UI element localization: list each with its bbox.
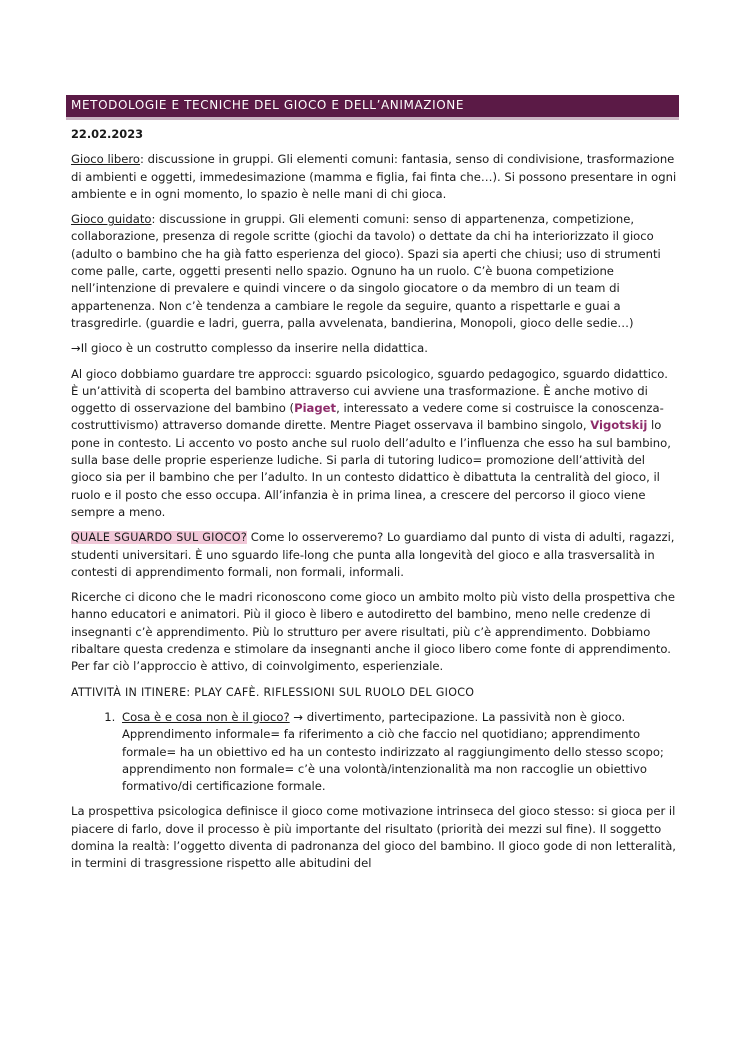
paragraph-text: Come lo osserveremo? Lo guardiamo dal punto di vista di adulti, ragazzi, studenti universitari. È uno sguardo life-long che punta alla longevità del gioco e alla trasversalità in contesti di apprendimento formali, non formali, informali. — [71, 530, 675, 579]
document-body — [71, 126, 677, 881]
term-gioco-guidato: Gioco guidato — [71, 212, 152, 227]
section-title: METODOLOGIE E TECNICHE DEL GIOCO E DELL’ANIMAZIONE — [71, 98, 465, 112]
paragraph-text: La prospettiva psicologica definisce il gioco come motivazione intrinseca del gioco stesso: si gioca per il piacere di farlo, dove il processo è più importante del risultato (priorità dei mezzi sul fine). Il soggetto domina la realtà: l’oggetto diventa di padronanza del gioco del bambino. Il gioco gode di non letteralità, in termini di trasgressione rispetto alle abitudini del — [71, 804, 676, 871]
paragraph-costrutto — [71, 340, 677, 357]
numbered-list — [71, 709, 677, 795]
paragraph-gioco-libero — [71, 151, 677, 203]
paragraph-text: , interessato a vedere come si costruisce la conoscenza- costruttivismo) attraverso domande dirette. Mentre Piaget osservava il bambino singolo, — [71, 401, 664, 433]
paragraph-text: Il gioco è un costrutto complesso da inserire nella didattica. — [80, 341, 428, 356]
highlighted-question: QUALE SGUARDO SUL GIOCO? — [71, 531, 248, 545]
paragraph-gioco-guidato — [71, 211, 677, 332]
subheading-text: ATTIVITÀ IN ITINERE: PLAY CAFÈ. RIFLESSIONI SUL RUOLO DEL GIOCO — [71, 685, 475, 699]
name-vigotskij: Vigotskij — [590, 418, 648, 433]
paragraph-sguardo — [71, 529, 677, 581]
name-piaget: Piaget — [294, 401, 337, 416]
paragraph-prospettiva — [71, 803, 677, 872]
paragraph-text: Al gioco dobbiamo guardare tre approcci: sguardo psicologico, sguardo pedagogico, sguardo didattico. È un’attività di scoperta del bambino attraverso cui avviene una trasformazione. È anche motivo di oggetto di osservazione del bambino ( — [71, 366, 668, 416]
list-item-text: divertimento, partecipazione. La passività non è gioco. Apprendimento informale= fa riferimento a ciò che faccio nel quotidiano; apprendimento formale= ha un obiettivo ed ha un contesto indirizzato al raggiungimento dello stesso scopo; apprendimento non formale= c’è una volontà/intenzionalità ma non raccoglie un obiettivo formativo/di certificazione formale. — [122, 709, 664, 794]
paragraph-text: lo pone in contesto. Li accento vo posto anche sul ruolo dell’adulto e l’influenza che esso ha sul bambino, sulla base delle proprie esperienze ludiche. Si parla di tutoring ludico= promozione dell’attività del gioco sia per il bambino che per l’adulto. In un contesto didattico è dibattuta la centralità del gioco, il ruolo e il posto che esso occupa. All’infanzia è in prima linea, a crescere del percorso il gioco viene sempre a meno. — [71, 418, 671, 519]
section-header — [66, 95, 679, 120]
right-arrow-icon: → — [293, 709, 304, 724]
paragraph-text: : discussione in gruppi. Gli elementi comuni: senso di appartenenza, competizione, collaborazione, presenza di regole scritte (giochi da tavolo) o dettate da chi ha interiorizzato il gioco (adulto o bambino che ha già fatto esperienza del gioco). Spazi sia aperti che chiusi; uso di strumenti come palle, carte, oggetti presenti nello spazio. Ognuno ha un ruolo. C’è buona competizione nell’intenzione di prevalere e quindi vincere o da singolo giocatore o da membro di un team di appartenenza. Non c’è tendenza a cambiare le regole da seguire, quanto a rispettarle e guai a trasgredirle. (guardie e ladri, guerra, palla avvelenata, bandierina, Monopoli, gioco delle sedie…) — [71, 212, 661, 330]
watermark — [618, 540, 658, 940]
list-item — [119, 709, 677, 795]
list-item-question: Cosa è e cosa non è il gioco? — [122, 709, 290, 724]
term-gioco-libero: Gioco libero — [71, 152, 140, 167]
subheading-attivita — [71, 684, 677, 701]
paragraph-ricerche — [71, 589, 677, 675]
paragraph-text: Ricerche ci dicono che le madri riconoscono come gioco un ambito molto più visto della prospettiva che hanno educatori e animatori. Più il gioco è libero e autodiretto del bambino, meno nelle credenze di insegnanti c’è apprendimento. Più lo strutturo per avere risultati, più c’è apprendimento. Dobbiamo ribaltare questa credenza e stimolare da insegnanti anche il gioco libero come fonte di apprendimento. Per far ciò l’approccio è attivo, di coinvolgimento, esperienziale. — [71, 590, 675, 674]
date: 22.02.2023 — [71, 127, 144, 141]
paragraph-text: : discussione in gruppi. Gli elementi comuni: fantasia, senso di condivisione, trasformazione di ambienti e oggetti, immedesimazione (mamma e figlia, fai finta che…). Si possono presentare in ogni ambiente e in ogni momento, lo spazio è nelle mani di chi gioca. — [71, 152, 677, 201]
date-line — [71, 126, 677, 143]
paragraph-approcci — [71, 366, 677, 522]
right-arrow-icon: → — [71, 341, 81, 356]
